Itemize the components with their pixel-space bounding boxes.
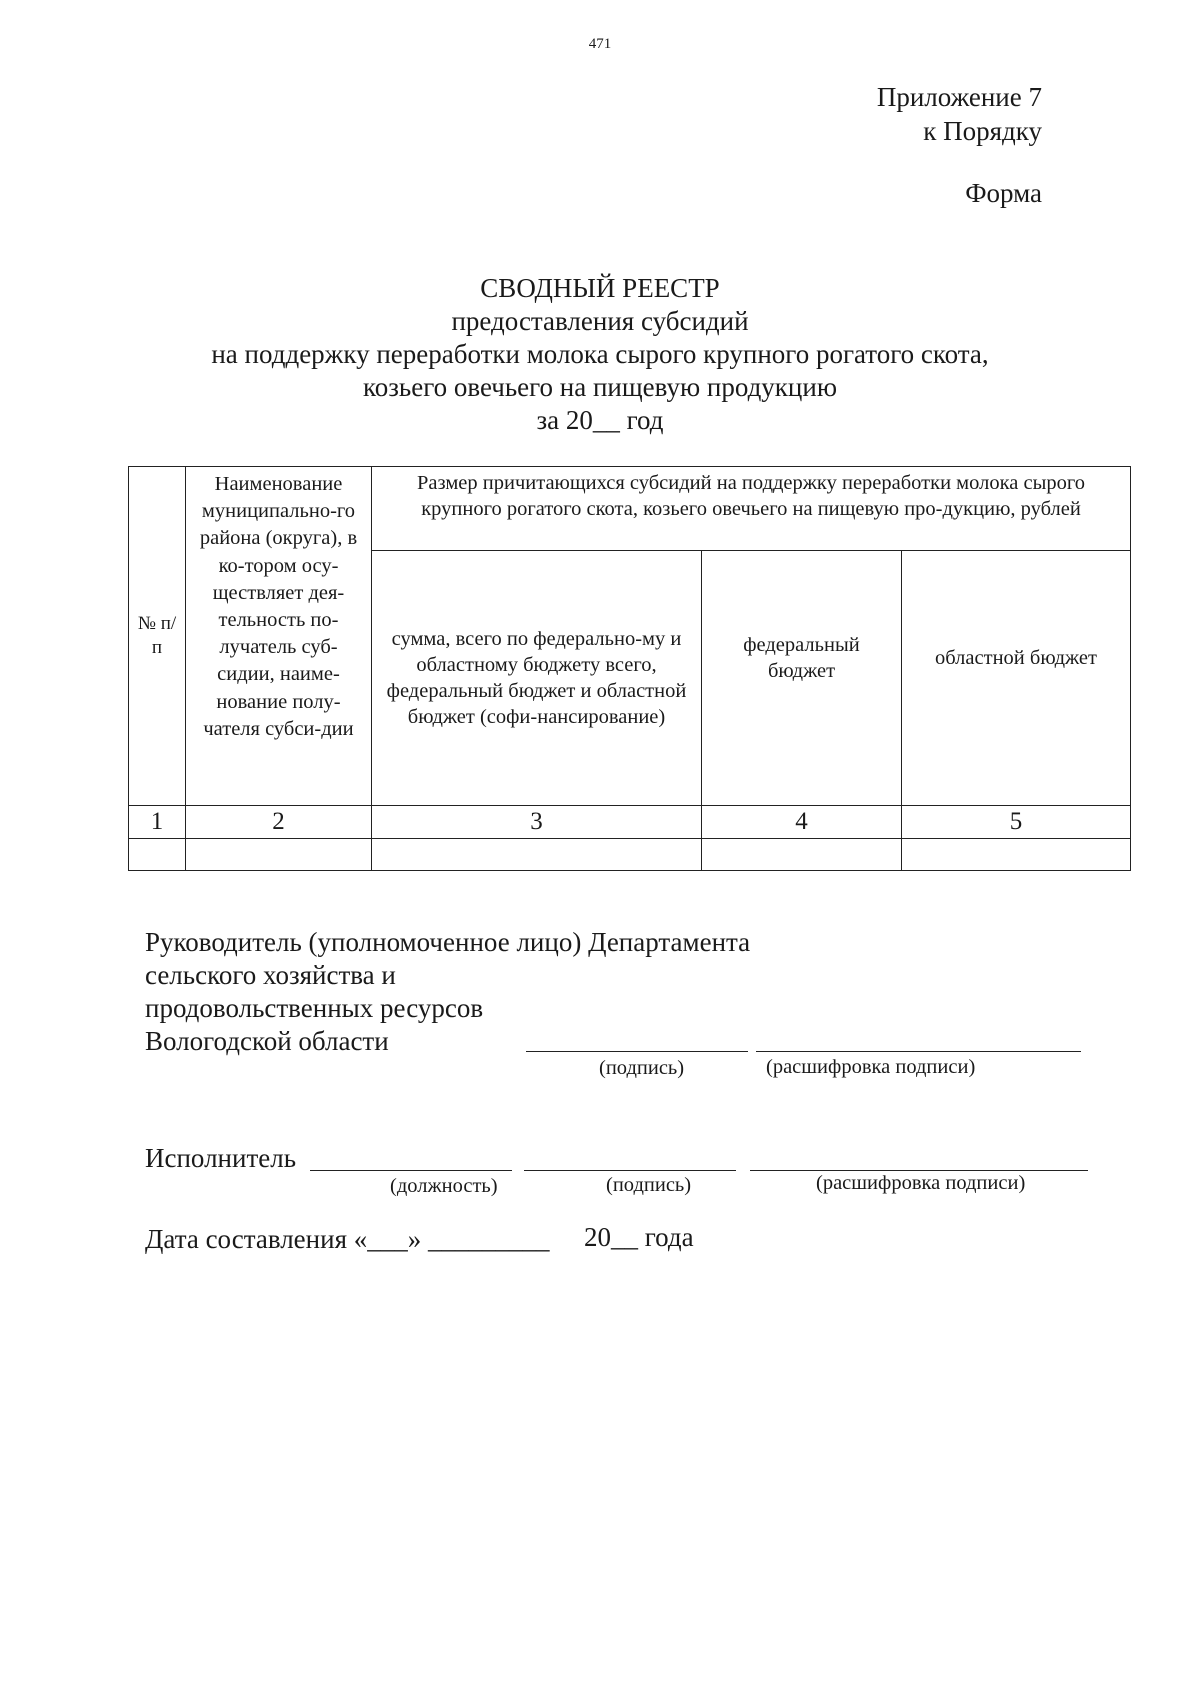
- head-title-line-2: сельского хозяйства и: [145, 960, 396, 990]
- empty-cell[interactable]: [186, 839, 372, 871]
- col-number-3: 3: [372, 806, 702, 839]
- col-number-1: 1: [129, 806, 186, 839]
- document-title: [0, 272, 1200, 437]
- title-line-5: за 20__ год: [536, 405, 664, 435]
- register-table: [128, 466, 1131, 871]
- appendix-block: [877, 80, 1042, 148]
- empty-cell[interactable]: [372, 839, 702, 871]
- head-signature-line[interactable]: [526, 1051, 748, 1052]
- appendix-number: Приложение 7: [876, 82, 1042, 112]
- date-label: Дата составления «___» _________: [145, 1224, 550, 1254]
- head-title-line-1: Руководитель (уполномоченное лицо) Департамента: [145, 927, 751, 957]
- col-number-5: 5: [902, 806, 1131, 839]
- header-federal: федеральный бюджет: [702, 551, 902, 806]
- page-number: 471: [588, 36, 612, 52]
- caption-signature: (подпись): [599, 1057, 685, 1079]
- head-signature-block: [145, 926, 750, 1058]
- col-number-4: 4: [702, 806, 902, 839]
- head-decoding-line[interactable]: [756, 1051, 1081, 1052]
- header-total-sum: сумма, всего по федерально-му и областному бюджету всего, федеральный бюджет и областной бюджет (софи-нансирование): [372, 551, 702, 806]
- table-row: [129, 839, 1131, 871]
- title-line-3: на поддержку переработки молока сырого крупного рогатого скота,: [211, 339, 989, 369]
- header-regional: областной бюджет: [902, 551, 1131, 806]
- executor-decoding-line[interactable]: [750, 1170, 1088, 1171]
- empty-cell[interactable]: [702, 839, 902, 871]
- title-line-4: козьего овечьего на пищевую продукцию: [363, 372, 837, 402]
- empty-cell[interactable]: [129, 839, 186, 871]
- head-title-line-4: Вологодской области: [145, 1026, 389, 1056]
- caption-position: (должность): [390, 1175, 498, 1197]
- table-header-row-1: [129, 467, 1131, 551]
- title-line-2: предоставления субсидий: [451, 306, 749, 336]
- form-label: Форма: [965, 178, 1042, 208]
- col-number-2: 2: [186, 806, 372, 839]
- empty-cell[interactable]: [902, 839, 1131, 871]
- date-year: 20__ года: [584, 1222, 694, 1252]
- caption-signature-2: (подпись): [606, 1174, 692, 1196]
- caption-decoding: (расшифровка подписи): [766, 1056, 976, 1078]
- header-subsidy-group: Размер причитающихся субсидий на поддержку переработки молока сырого крупного рогатого скота, козьего овечьего на пищевую про-дукцию, рублей: [372, 467, 1131, 551]
- header-name: Наименование муниципально-го района (округа), в ко-тором осу-ществляет дея-тельность по-лучатель суб-сидии, наиме-нование полу-чателя субси-дии: [186, 467, 372, 806]
- head-title-line-3: продовольственных ресурсов: [145, 993, 484, 1023]
- header-number: № п/п: [129, 467, 186, 806]
- executor-position-line[interactable]: [310, 1170, 512, 1171]
- executor-signature-line[interactable]: [524, 1170, 736, 1171]
- executor-label: Исполнитель: [145, 1143, 297, 1173]
- table-row: [129, 806, 1131, 839]
- title-line-1: СВОДНЫЙ РЕЕСТР: [480, 273, 720, 303]
- appendix-reference: к Порядку: [923, 116, 1042, 146]
- caption-decoding-2: (расшифровка подписи): [816, 1172, 1026, 1194]
